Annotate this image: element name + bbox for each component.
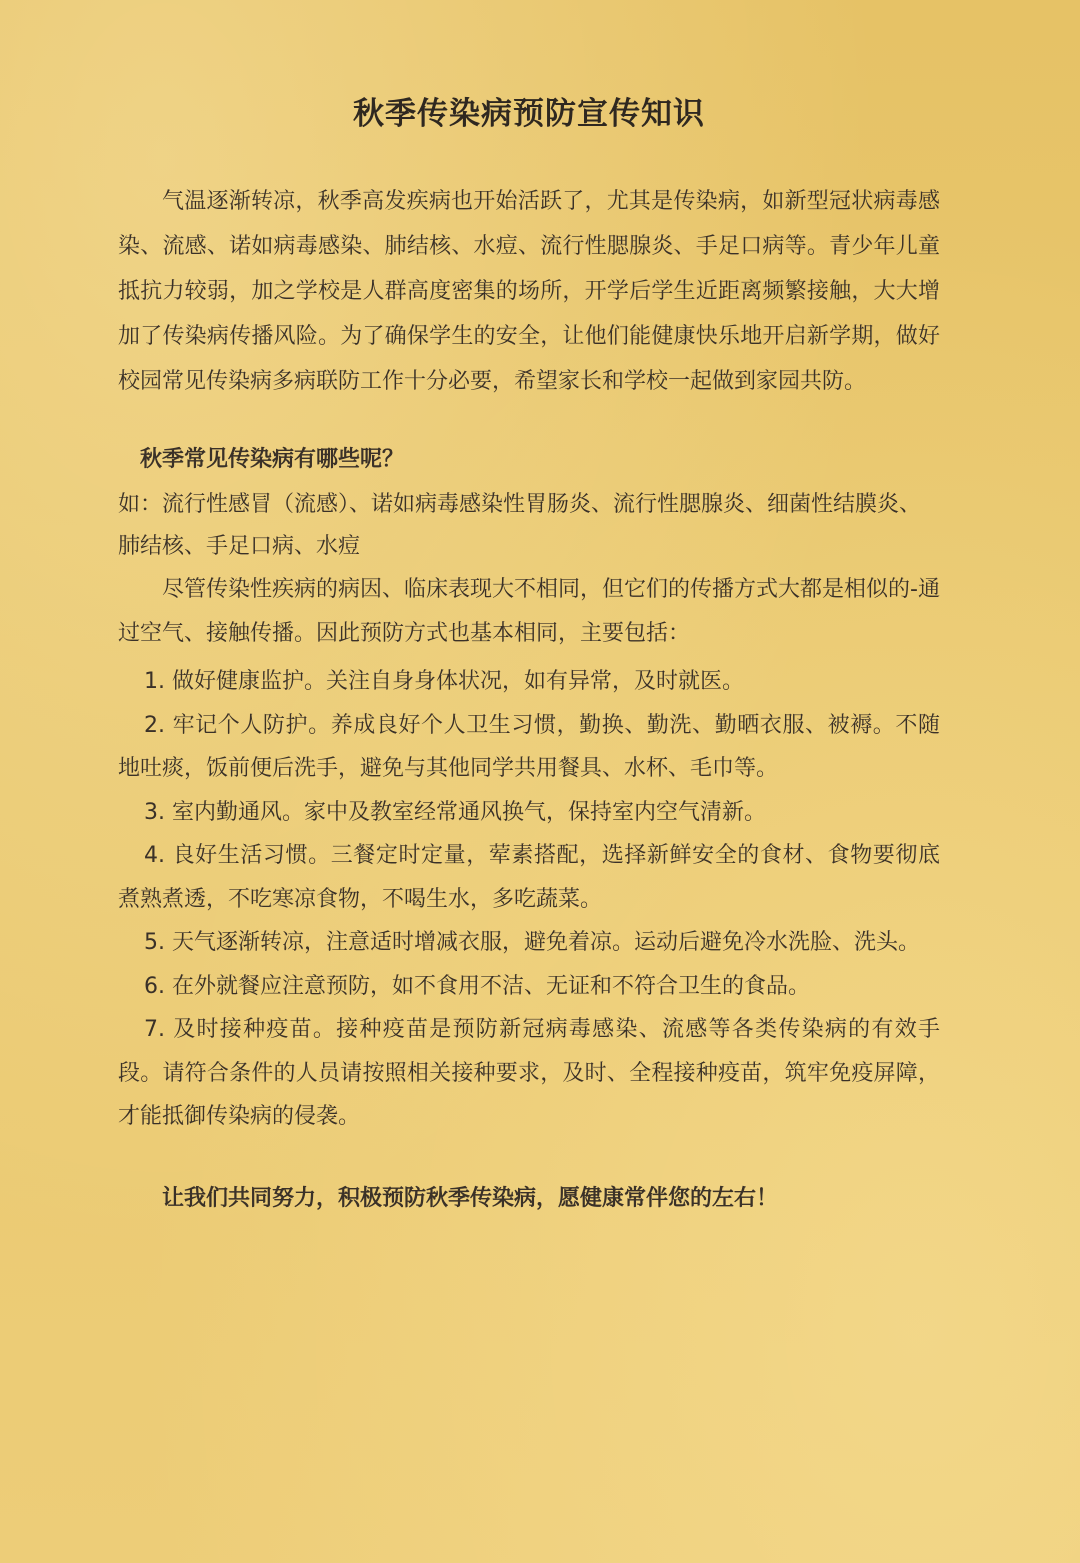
prevention-measures-list bbox=[118, 660, 940, 1139]
examples-paragraph: 如：流行性感冒（流感）、诺如病毒感染性胃肠炎、流行性腮腺炎、细菌性结膜炎、肺结核、手足口病、水痘 bbox=[118, 492, 922, 559]
measure-item: 3. 室内勤通风。家中及教室经常通风换气，保持室内空气清新。 bbox=[144, 799, 766, 825]
measure-item: 2. 牢记个人防护。养成良好个人卫生习惯，勤换、勤洗、勤晒衣服、被褥。不随地吐痰，饭前便后洗手，避免与其他同学共用餐具、水杯、毛巾等。 bbox=[118, 712, 940, 781]
intro-paragraph: 气温逐渐转凉，秋季高发疾病也开始活跃了，尤其是传染病，如新型冠状病毒感染、流感、诺如病毒感染、肺结核、水痘、流行性腮腺炎、手足口病等。青少年儿童抵抗力较弱，加之学校是人群高度密集的场所，开学后学生近距离频繁接触，大大增加了传染病传播风险。为了确保学生的安全，让他们能健康快乐地开启新学期，做好校园常见传染病多病联防工作十分必要，希望家长和学校一起做到家园共防。 bbox=[118, 189, 940, 394]
closing-line: 让我们共同努力，积极预防秋季传染病，愿健康常伴您的左右！ bbox=[162, 1185, 779, 1211]
document-body bbox=[118, 88, 940, 1221]
document-title: 秋季传染病预防宣传知识 bbox=[353, 96, 705, 132]
measure-item: 5. 天气逐渐转凉，注意适时增减衣服，避免着凉。运动后避免冷水洗脸、洗头。 bbox=[144, 930, 920, 955]
section-heading: 秋季常见传染病有哪些呢？ bbox=[140, 447, 405, 472]
measure-item: 6. 在外就餐应注意预防，如不食用不洁、无证和不符合卫生的食品。 bbox=[144, 973, 810, 999]
measure-item: 7. 及时接种疫苗。接种疫苗是预防新冠病毒感染、流感等各类传染病的有效手段。请符合条件的人员请按照相关接种要求，及时、全程接种疫苗，筑牢免疫屏障，才能抵御传染病的侵袭。 bbox=[118, 1017, 940, 1129]
measure-item: 4. 良好生活习惯。三餐定时定量，荤素搭配，选择新鲜安全的食材、食物要彻底煮熟煮透，不吃寒凉食物，不喝生水，多吃蔬菜。 bbox=[118, 843, 940, 912]
transmission-paragraph: 尽管传染性疾病的病因、临床表现大不相同，但它们的传播方式大都是相似的-通过空气、接触传播。因此预防方式也基本相同，主要包括： bbox=[118, 577, 940, 646]
measure-item: 1. 做好健康监护。关注自身身体状况，如有异常，及时就医。 bbox=[144, 669, 744, 694]
